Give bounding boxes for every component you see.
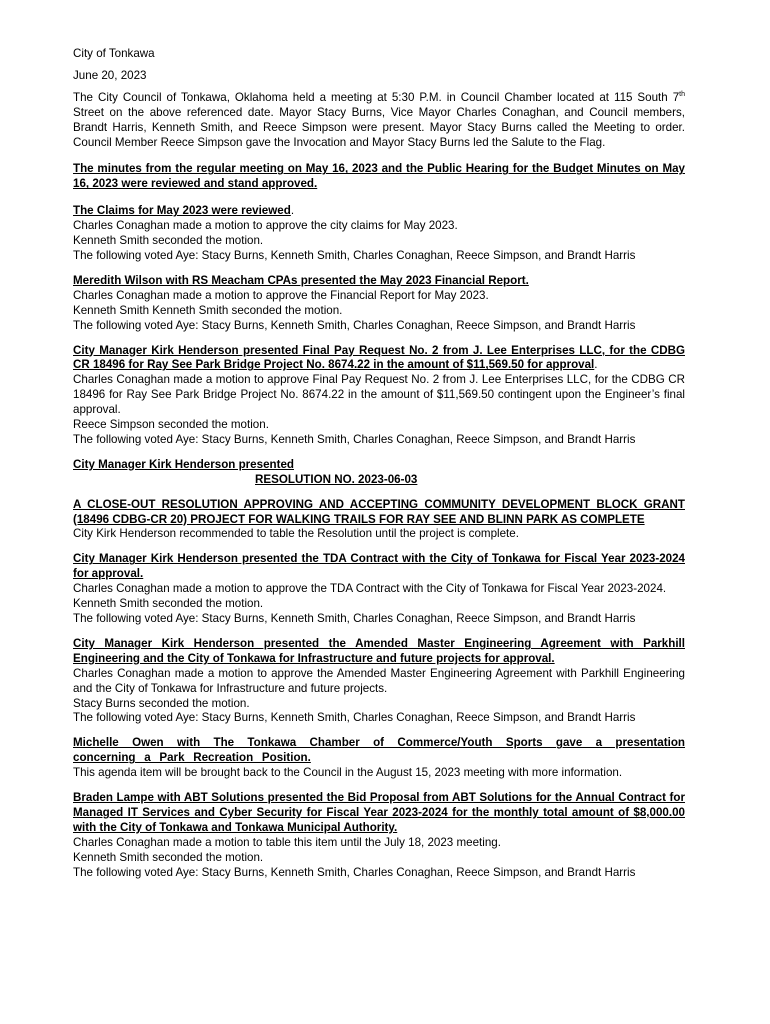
claims-heading xyxy=(73,204,685,219)
abt-section xyxy=(73,791,685,880)
financial-motion: Charles Conaghan made a motion to approve the Financial Report for May 2023. xyxy=(73,288,489,302)
intro-superscript: th xyxy=(679,90,685,98)
engineering-vote: The following voted Aye: Stacy Burns, Kenneth Smith, Charles Conaghan, Reece Simpson, and Brandt Harris xyxy=(73,711,636,725)
minutes-approval-heading: The minutes from the regular meeting on May 16, 2023 and the Public Hearing for the Budget Minutes on May 16, 2023 were reviewed and stand approved. xyxy=(73,162,685,191)
claims-second: Kenneth Smith seconded the motion. xyxy=(73,234,264,248)
intro-text-1: The City Council of Tonkawa, Oklahoma held a meeting at 5:30 P.M. in Council Chamber located at 115 South 7 xyxy=(73,90,680,104)
intro-paragraph xyxy=(73,91,685,151)
financial-heading: Meredith Wilson with RS Meacham CPAs presented the May 2023 Financial Report. xyxy=(73,273,529,287)
financial-second: Kenneth Smith Kenneth Smith seconded the motion. xyxy=(73,303,343,317)
pay-request-motion: Charles Conaghan made a motion to approve Final Pay Request No. 2 from J. Lee Enterprises LLC, for the CDBG CR 18496 for Ray See Park Bridge Project No. 8674.22 in the amount of $11,569.50 contingent upon the Engineer’s final approval. xyxy=(73,373,685,417)
chamber-note: This agenda item will be brought back to the Council in the August 15, 2023 meeting with more information. xyxy=(73,766,623,780)
claims-section xyxy=(73,204,685,264)
resolution-title: A CLOSE-OUT RESOLUTION APPROVING AND ACCEPTING COMMUNITY DEVELOPMENT BLOCK GRANT (18496 CDBG-CR 20) PROJECT FOR WALKING TRAILS FOR RAY SEE AND BLINN PARK AS COMPLETE xyxy=(73,497,685,526)
financial-section xyxy=(73,274,685,334)
intro-text-2: Street on the above referenced date. Mayor Stacy Burns, Vice Mayor Charles Conaghan, and Council members, Brandt Harris, Kenneth Smith, and Reece Simpson were present. Mayor Stacy Burns called the Meeting to order. Council Member Reece Simpson gave the Invocation and Mayor Stacy Burns led the Salute to the Flag. xyxy=(73,105,685,149)
financial-vote: The following voted Aye: Stacy Burns, Kenneth Smith, Charles Conaghan, Reece Simpson, and Brandt Harris xyxy=(73,318,636,332)
pay-request-heading-tail: . xyxy=(594,358,598,372)
engineering-section xyxy=(73,637,685,726)
chamber-heading: Michelle Owen with The Tonkawa Chamber of Commerce/Youth Sports gave a presentation concerning a Park Recreation Position. xyxy=(73,736,685,765)
claims-heading-tail: . xyxy=(290,204,295,218)
minutes-document xyxy=(73,47,685,881)
chamber-section xyxy=(73,736,685,781)
abt-second: Kenneth Smith seconded the motion. xyxy=(73,850,264,864)
resolution-note: City Kirk Henderson recommended to table the Resolution until the project is complete. xyxy=(73,527,519,541)
engineering-heading: City Manager Kirk Henderson presented the Amended Master Engineering Agreement with Parkhill Engineering and the City of Tonkawa for Infrastructure and future projects for approval. xyxy=(73,636,685,665)
engineering-motion: Charles Conaghan made a motion to approve the Amended Master Engineering Agreement with Parkhill Engineering and the City of Tonkawa for Infrastructure and future projects. xyxy=(73,666,685,695)
tda-motion: Charles Conaghan made a motion to approve the TDA Contract with the City of Tonkawa for Fiscal Year 2023-2024. xyxy=(73,582,667,596)
pay-request-section xyxy=(73,344,685,448)
resolution-number: RESOLUTION NO. 2023-06-03 xyxy=(255,472,418,486)
engineering-second: Stacy Burns seconded the motion. xyxy=(73,696,250,710)
city-name: City of Tonkawa xyxy=(73,47,155,60)
tda-section xyxy=(73,552,685,627)
resolution-section xyxy=(73,458,685,543)
pay-request-heading-text: City Manager Kirk Henderson presented Final Pay Request No. 2 from J. Lee Enterprises LLC, for the CDBG CR 18496 for Ray See Park Bridge Project No. 8674.22 in the amount of $11,569.50 for approval xyxy=(73,343,685,372)
meeting-date: June 20, 2023 xyxy=(73,68,147,82)
tda-heading: City Manager Kirk Henderson presented the TDA Contract with the City of Tonkawa for Fiscal Year 2023-2024 for approval. xyxy=(73,552,685,581)
pay-request-second: Reece Simpson seconded the motion. xyxy=(73,418,269,432)
abt-motion: Charles Conaghan made a motion to table this item until the July 18, 2023 meeting. xyxy=(73,835,501,849)
claims-heading-text: The Claims for May 2023 were reviewed xyxy=(73,204,291,218)
abt-vote: The following voted Aye: Stacy Burns, Kenneth Smith, Charles Conaghan, Reece Simpson, and Brandt Harris xyxy=(73,865,636,879)
tda-vote: The following voted Aye: Stacy Burns, Kenneth Smith, Charles Conaghan, Reece Simpson, and Brandt Harris xyxy=(73,612,636,625)
claims-vote: The following voted Aye: Stacy Burns, Kenneth Smith, Charles Conaghan, Reece Simpson, and Brandt Harris xyxy=(73,248,636,262)
resolution-presenter: City Manager Kirk Henderson presented xyxy=(73,457,294,471)
claims-motion: Charles Conaghan made a motion to approve the city claims for May 2023. xyxy=(73,219,458,233)
pay-request-heading xyxy=(73,344,685,374)
abt-heading: Braden Lampe with ABT Solutions presented the Bid Proposal from ABT Solutions for the Annual Contract for Managed IT Services and Cyber Security for Fiscal Year 2023-2024 for the monthly total amount of $8,000.00 with the City of Tonkawa and Tonkawa Municipal Authority. xyxy=(73,791,685,834)
pay-request-vote: The following voted Aye: Stacy Burns, Kenneth Smith, Charles Conaghan, Reece Simpson, and Brandt Harris xyxy=(73,432,636,446)
tda-second: Kenneth Smith seconded the motion. xyxy=(73,597,264,611)
